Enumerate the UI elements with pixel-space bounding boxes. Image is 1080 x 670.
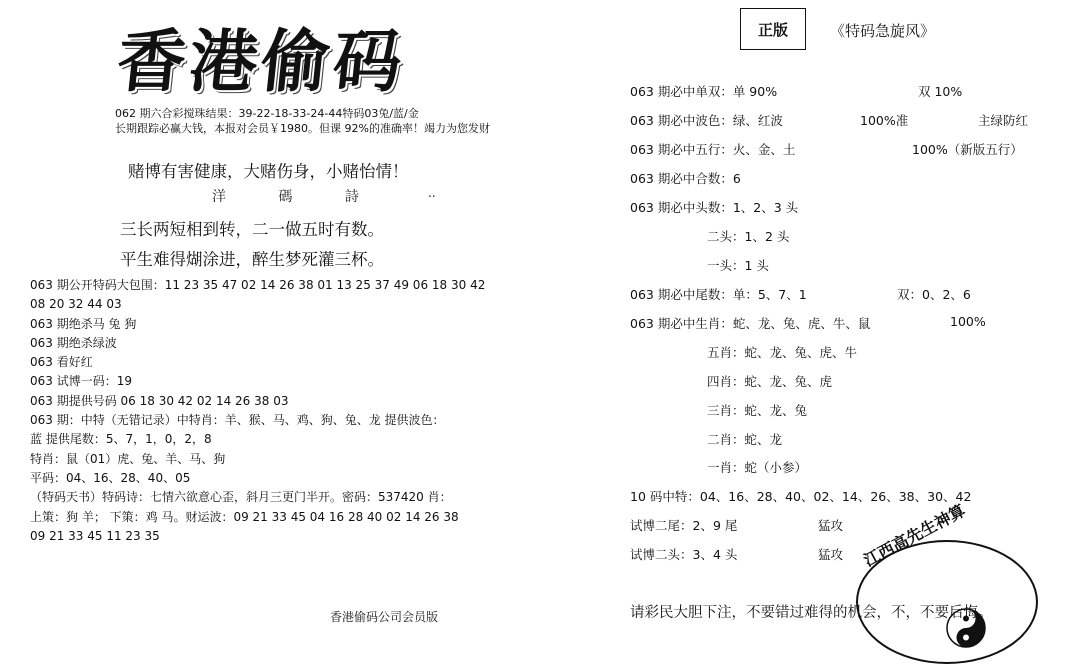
row-b: 猛攻 <box>818 518 844 533</box>
row-a: 063 期必中五行：火、金、土 <box>630 142 796 157</box>
row-b: 100%（新版五行） <box>912 142 1023 157</box>
row-b: 猛攻 <box>818 547 844 562</box>
row-a: 一肖：蛇（小参） <box>707 460 808 475</box>
list-item: 063 期绝杀马 兔 狗 <box>30 316 137 331</box>
row-b: 100%准 <box>860 113 909 128</box>
row-a: 063 期必中波色：绿、红波 <box>630 113 783 128</box>
authentic-badge <box>740 8 806 50</box>
list-item: 上策：狗 羊； 下策：鸡 马。财运波：09 21 33 45 04 16 28 40 02 14 26 38 <box>30 509 459 524</box>
list-item: 08 20 32 44 03 <box>30 297 122 312</box>
row-a: 063 期必中合数：6 <box>630 171 741 186</box>
row-c: 主绿防红 <box>978 113 1029 128</box>
poem-title: 洋 碼 詩 <box>212 189 383 205</box>
lottery-result: 062 期六合彩搅珠结果：39-22-18-33-24-44特码03兔/蓝/金 <box>115 107 419 120</box>
row-a: 063 期必中单双：单 90% <box>630 84 778 99</box>
list-item: 063 看好红 <box>30 355 93 370</box>
row-a: 063 期必中生肖：蛇、龙、兔、虎、牛、鼠 <box>630 316 871 331</box>
book-title: 《特码急旋风》 <box>830 22 936 40</box>
calligraphy-title: 香港偷码 <box>113 22 410 102</box>
list-item: 063 期：中特（无错记录）中特肖：羊、猴、马、鸡、狗、兔、龙 提供波色： <box>30 413 445 428</box>
poem-line-2: 平生难得煳涂进，醉生梦死灌三杯。 <box>120 250 384 269</box>
row-a: 试博二头：3、4 头 <box>630 547 738 562</box>
list-item: 063 期公开特码大包围：11 23 35 47 02 14 26 38 01 13 25 37 49 06 18 30 42 <box>30 278 486 292</box>
seal-text: 江西高先生神算 <box>860 500 969 571</box>
row-b: 双：0、2、6 <box>897 287 971 302</box>
footer-note: 香港偷码公司会员版 <box>330 610 439 624</box>
list-item: 063 期提供号码 06 18 30 42 02 14 26 38 03 <box>30 393 289 408</box>
prediction-list <box>30 276 485 546</box>
list-item: 063 期绝杀绿波 <box>30 335 117 350</box>
row-b: 双 10% <box>918 84 963 99</box>
followup-note: 长期跟踪必赢大钱，本报对会员￥1980。但课 92%的准确率！竭力为您发财 <box>115 122 490 135</box>
list-item: 平码：04、16、28、40、05 <box>30 470 191 485</box>
row-a: 一头：1 头 <box>707 258 769 273</box>
row-a: 三肖：蛇、龙、兔 <box>707 403 808 418</box>
row-a: 063 期必中头数：1、2、3 头 <box>630 200 799 215</box>
badge-label: 正版 <box>757 20 788 39</box>
closing-message: 请彩民大胆下注，不要错过难得的机会，不，不要后悔。 <box>630 605 993 621</box>
poem-line-1: 三长两短相到转，二一做五时有数。 <box>120 220 384 239</box>
gambling-warning: 赌博有害健康，大赌伤身，小赌怡情！ <box>128 162 409 181</box>
row-a: 试博二尾：2、9 尾 <box>630 518 738 533</box>
list-item: 09 21 33 45 11 23 35 <box>30 528 160 543</box>
row-a: 五肖：蛇、龙、兔、虎、牛 <box>707 345 858 360</box>
list-item: 蓝 提供尾数：5、7，1，0，2，8 <box>30 432 212 447</box>
list-item: 063 试博一码：19 <box>30 374 132 389</box>
poem-title-dots: .. <box>428 186 436 200</box>
row-a: 10 码中特：04、16、28、40、02、14、26、38、30、42 <box>630 489 972 504</box>
row-a: 二头：1、2 头 <box>707 229 790 244</box>
row-b: 100% <box>950 314 986 329</box>
list-item: （特码天书）特码诗：七情六欲意心歪，斜月三更门半开。密码：537420 肖： <box>30 490 452 505</box>
row-a: 二肖：蛇、龙 <box>707 432 783 447</box>
row-a: 四肖：蛇、龙、兔、虎 <box>707 374 833 389</box>
list-item: 特肖：鼠（01）虎、兔、羊、马、狗 <box>30 451 226 466</box>
row-a: 063 期必中尾数：单：5、7、1 <box>630 287 807 302</box>
